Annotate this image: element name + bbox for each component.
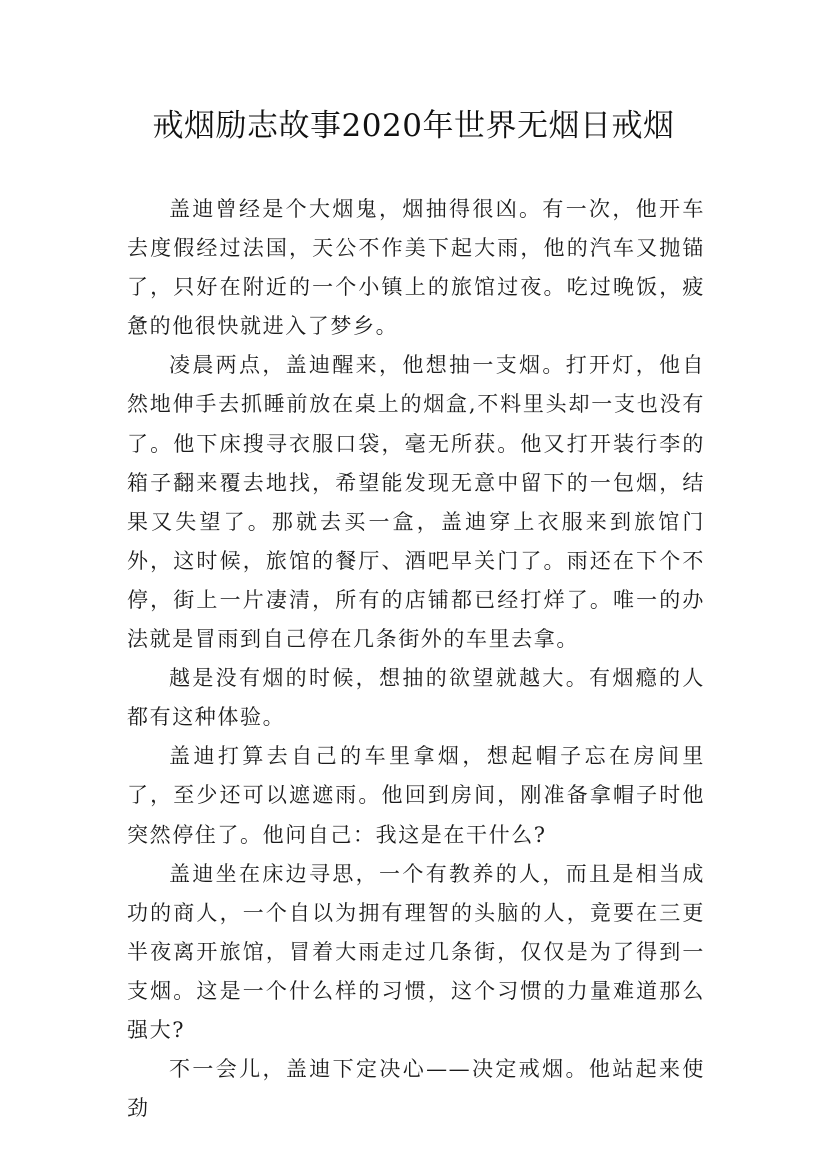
paragraph-2: 凌晨两点，盖迪醒来，他想抽一支烟。打开灯，他自然地伸手去抓睡前放在桌上的烟盒,不料里头却一支也没有了。他下床搜寻衣服口袋，毫无所获。他又打开装行李的箱子翻来覆去地找，希望能发现无意中留下的一包烟，结果又失望了。那就去买一盒，盖迪穿上衣服来到旅馆门外，这时候，旅馆的餐厅、酒吧早关门了。雨还在下个不停，街上一片凄清，所有的店铺都已经打烊了。唯一的办法就是冒雨到自己停在几条街外的车里去拿。 [127,353,705,652]
paragraph-3: 越是没有烟的时候，想抽的欲望就越大。有烟瘾的人都有这种体验。 [127,666,705,730]
paragraph-6: 不一会儿，盖迪下定决心——决定戒烟。他站起来使劲 [127,1057,705,1121]
document-title: 戒烟励志故事2020年世界无烟日戒烟 [152,108,675,144]
paragraph-4: 盖迪打算去自己的车里拿烟，想起帽子忘在房间里了，至少还可以遮遮雨。他回到房间，刚准备拿帽子时他突然停住了。他问自己：我这是在干什么? [127,744,705,847]
paragraph-1: 盖迪曾经是个大烟鬼，烟抽得很凶。有一次，他开车去度假经过法国，天公不作美下起大雨，他的汽车又抛锚了，只好在附近的一个小镇上的旅馆过夜。吃过晚饭，疲惫的他很快就进入了梦乡。 [127,197,705,339]
document-body [127,190,705,1128]
paragraph-5: 盖迪坐在床边寻思，一个有教养的人，而且是相当成功的商人，一个自以为拥有理智的头脑的人，竟要在三更半夜离开旅馆，冒着大雨走过几条街，仅仅是为了得到一支烟。这是一个什么样的习惯，这个习惯的力量难道那么强大? [127,861,705,1042]
